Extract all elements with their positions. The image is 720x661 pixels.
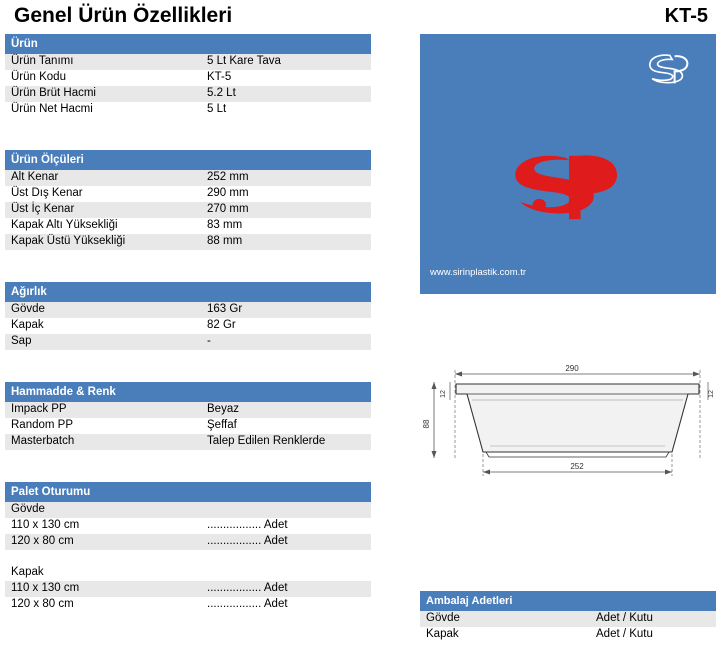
row-value: Şeffaf [201,418,371,434]
table-row [5,597,371,613]
packaging-table [420,611,716,643]
row-value: 5 Lt Kare Tava [201,54,371,70]
table-row [5,186,371,202]
row-value: ................. Adet [201,534,371,550]
row-value: Talep Edilen Renklerde [201,434,371,450]
row-label: Üst İç Kenar [5,202,201,218]
table-row [5,565,371,581]
row-value: 82 Gr [201,318,371,334]
spec-table [5,54,371,118]
row-value: 83 mm [201,218,371,234]
table-row [5,70,371,86]
spacer [5,250,371,282]
drawing-svg [420,360,716,490]
table-row [5,170,371,186]
row-value: Adet / Kutu [590,611,716,627]
table-row [5,234,371,250]
product-visual-column [420,34,716,294]
table-row [5,434,371,450]
row-label: 120 x 80 cm [5,597,201,613]
row-label: Kapak [5,318,201,334]
spacer [5,350,371,382]
dim-lip-left-label: 12 [440,390,447,398]
table-row [5,402,371,418]
sirin-plastik-logo-icon [505,149,635,221]
row-label: Impack PP [5,402,201,418]
row-label: Kapak Üstü Yüksekliği [5,234,201,250]
section-olculeri [5,150,371,250]
row-label: Gövde [420,611,590,627]
row-value: Adet / Kutu [590,627,716,643]
dim-lip-right-label: 12 [708,390,715,398]
section-heading: Ağırlık [5,282,371,302]
row-label [5,550,201,565]
row-value: ................. Adet [201,597,371,613]
dim-bottom-label: 252 [570,462,584,471]
section-ambalaj [420,591,716,643]
table-row [420,611,716,627]
row-value: 5.2 Lt [201,86,371,102]
table-row [5,550,371,565]
row-label: Ürün Net Hacmi [5,102,201,118]
spacer [5,450,371,482]
section-agirlik [5,282,371,350]
section-heading: Ürün Ölçüleri [5,150,371,170]
row-value: - [201,334,371,350]
table-row [5,218,371,234]
table-row [5,102,371,118]
spec-table [5,302,371,350]
technical-drawing [420,360,716,490]
row-label: Ürün Kodu [5,70,201,86]
dim-top-label: 290 [565,364,579,373]
row-value: 290 mm [201,186,371,202]
table-row [5,518,371,534]
row-label: Kapak Altı Yüksekliği [5,218,201,234]
product-photo [420,34,716,294]
sirin-plastik-logo-small-icon [645,52,693,86]
row-label: 110 x 130 cm [5,518,201,534]
row-value: 163 Gr [201,302,371,318]
row-value: Beyaz [201,402,371,418]
row-label: 120 x 80 cm [5,534,201,550]
spec-table [5,502,371,613]
table-row [5,418,371,434]
section-heading: Hammadde & Renk [5,382,371,402]
dim-height-label: 88 [422,419,431,429]
row-value: 270 mm [201,202,371,218]
table-row [5,302,371,318]
spec-table [5,402,371,450]
row-label: Random PP [5,418,201,434]
section-heading: Ambalaj Adetleri [420,591,716,611]
table-row [5,334,371,350]
section-urun [5,34,371,118]
section-palet [5,482,371,613]
spec-table [5,170,371,250]
row-value [201,565,371,581]
row-label: Gövde [5,502,201,518]
table-row [420,627,716,643]
row-label: Ürün Brüt Hacmi [5,86,201,102]
row-label: Üst Dış Kenar [5,186,201,202]
section-heading: Ürün [5,34,371,54]
table-row [5,581,371,597]
table-row [5,318,371,334]
row-label: Alt Kenar [5,170,201,186]
row-label: Masterbatch [5,434,201,450]
row-value: 88 mm [201,234,371,250]
row-value [201,550,371,565]
section-hammadde [5,382,371,450]
row-label: Ürün Tanımı [5,54,201,70]
row-value [201,502,371,518]
table-row [5,202,371,218]
page-title: Genel Ürün Özellikleri [14,4,233,27]
table-row [5,502,371,518]
row-label: Sap [5,334,201,350]
row-value: ................. Adet [201,581,371,597]
row-value: KT-5 [201,70,371,86]
row-value: 5 Lt [201,102,371,118]
row-label: Gövde [5,302,201,318]
table-row [5,54,371,70]
section-heading: Palet Oturumu [5,482,371,502]
table-row [5,534,371,550]
row-label: Kapak [420,627,590,643]
website-url: www.sirinplastik.com.tr [430,267,527,278]
specs-column [5,34,371,613]
row-value: ................. Adet [201,518,371,534]
product-code-header: KT-5 [664,5,708,27]
spacer [5,118,371,150]
row-label: 110 x 130 cm [5,581,201,597]
row-label: Kapak [5,565,201,581]
row-value: 252 mm [201,170,371,186]
table-row [5,86,371,102]
